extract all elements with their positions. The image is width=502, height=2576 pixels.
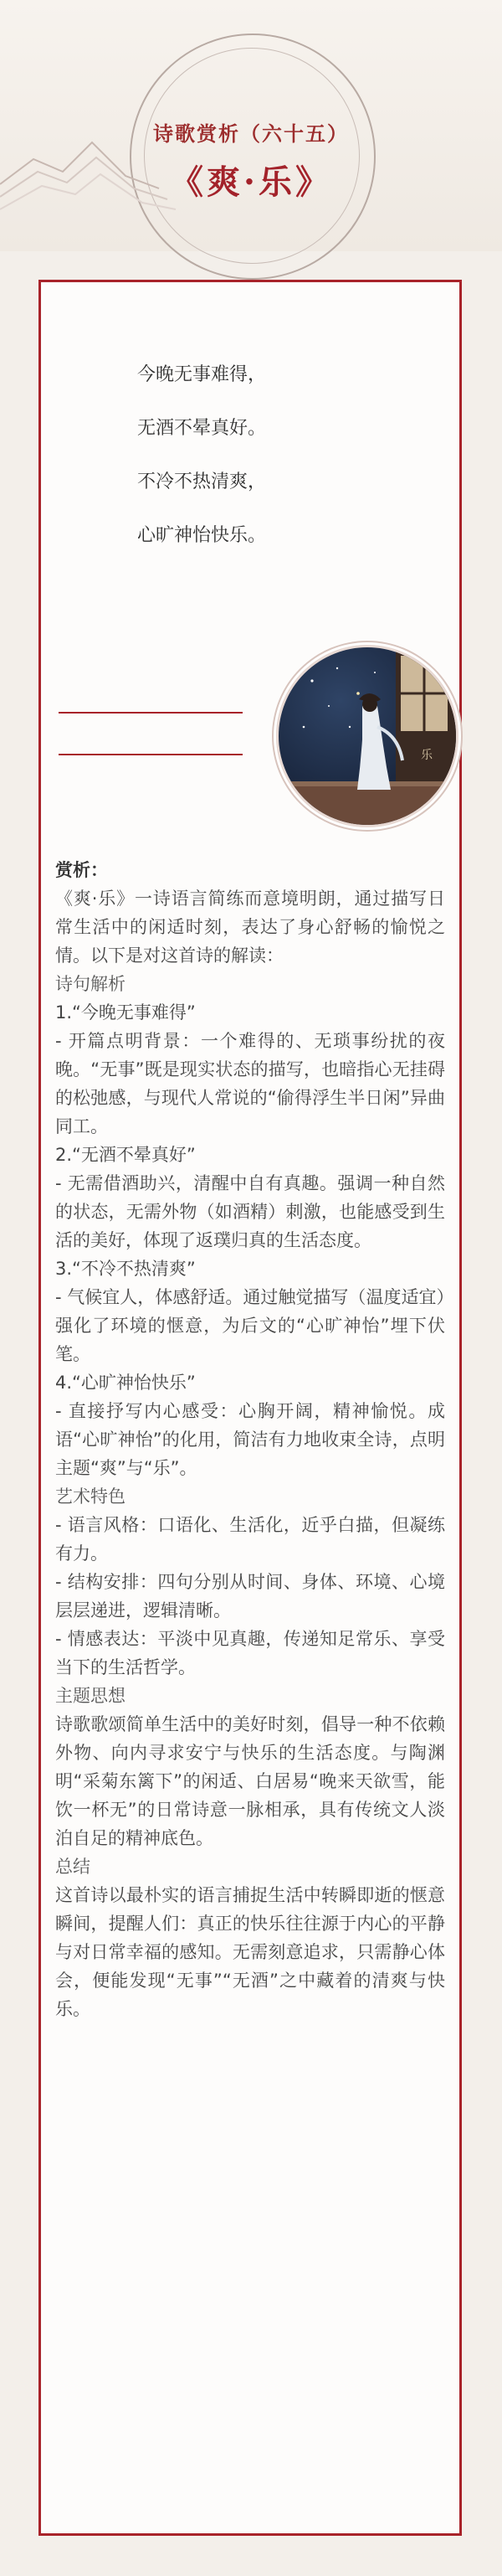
page-title: 《爽·乐》	[170, 162, 332, 202]
series-label: 诗歌赏析（六十五）	[153, 122, 349, 146]
analysis-section	[55, 856, 445, 2023]
poem	[137, 348, 422, 563]
divider-line	[59, 754, 243, 755]
art-item: - 情感表达：平淡中见真趣，传递知足常乐、享受当下的生活哲学。	[55, 1629, 445, 1677]
header-banner	[0, 0, 502, 251]
line-text: - 无需借酒助兴，清醒中自有真趣。强调一种自然的状态，无需外物（如酒精）刺激，也能感受到生活的美好，体现了返璞归真的生活态度。	[55, 1173, 445, 1250]
poem-line: 不冷不热清爽，	[137, 471, 267, 492]
night-scene-icon	[279, 647, 456, 825]
poem-line: 无酒不晕真好。	[137, 418, 267, 439]
poem-line: 心旷神怡快乐。	[137, 525, 267, 546]
line-title: 4.“心旷神怡快乐”	[55, 1373, 196, 1393]
art-item: - 语言风格：口语化、生活化，近乎白描，但凝练有力。	[55, 1515, 445, 1564]
divider-line	[59, 712, 243, 714]
analysis-intro: 《爽·乐》一诗语言简练而意境明朗，通过描写日常生活中的闲适时刻，表达了身心舒畅的愉悦之情。以下是对这首诗的解读：	[55, 889, 445, 966]
theme-text: 诗歌歌颂简单生活中的美好时刻，倡导一种不依赖外物、向内寻求安宁与快乐的生活态度。与陶渊明“采菊东篱下”的闲适、白居易“晚来天欲雪，能饮一杯无”的日常诗意一脉相承，具有传统文人淡泊自足的精神底色。	[55, 1714, 445, 1848]
section-heading: 诗句解析	[55, 974, 126, 994]
line-text: - 直接抒写内心感受：心胸开阔，精神愉悦。成语“心旷神怡”的化用，简洁有力地收束全诗，点明主题“爽”与“乐”。	[55, 1401, 445, 1478]
line-text: - 开篇点明背景：一个难得的、无琐事纷扰的夜晚。“无事”既是现实状态的描写，也暗指心无挂碍的松弛感，与现代人常说的“偷得浮生半日闲”异曲同工。	[55, 1031, 445, 1136]
illustration-caption: 乐	[421, 749, 433, 762]
poem-line: 今晚无事难得，	[137, 364, 267, 385]
line-title: 3.“不冷不热清爽”	[55, 1259, 196, 1279]
analysis-heading: 赏析：	[55, 860, 108, 880]
line-title: 1.“今晚无事难得”	[55, 1002, 196, 1023]
line-title: 2.“无酒不晕真好”	[55, 1145, 196, 1165]
section-heading: 艺术特色	[55, 1486, 126, 1507]
poem-illustration	[276, 645, 458, 827]
section-heading: 总结	[55, 1857, 90, 1877]
line-text: - 气候宜人，体感舒适。通过触觉描写（温度适宜）强化了环境的惬意，为后文的“心旷神怡”埋下伏笔。	[55, 1287, 445, 1364]
art-item: - 结构安排：四句分别从时间、身体、环境、心境层层递进，逻辑清晰。	[55, 1572, 445, 1620]
section-heading: 主题思想	[55, 1686, 126, 1706]
summary-text: 这首诗以最朴实的语言捕捉生活中转瞬即逝的惬意瞬间，提醒人们：真正的快乐往往源于内心的平静与对日常幸福的感知。无需刻意追求，只需静心体会，便能发现“无事”“无酒”之中藏着的清爽与快乐。	[55, 1885, 445, 2019]
